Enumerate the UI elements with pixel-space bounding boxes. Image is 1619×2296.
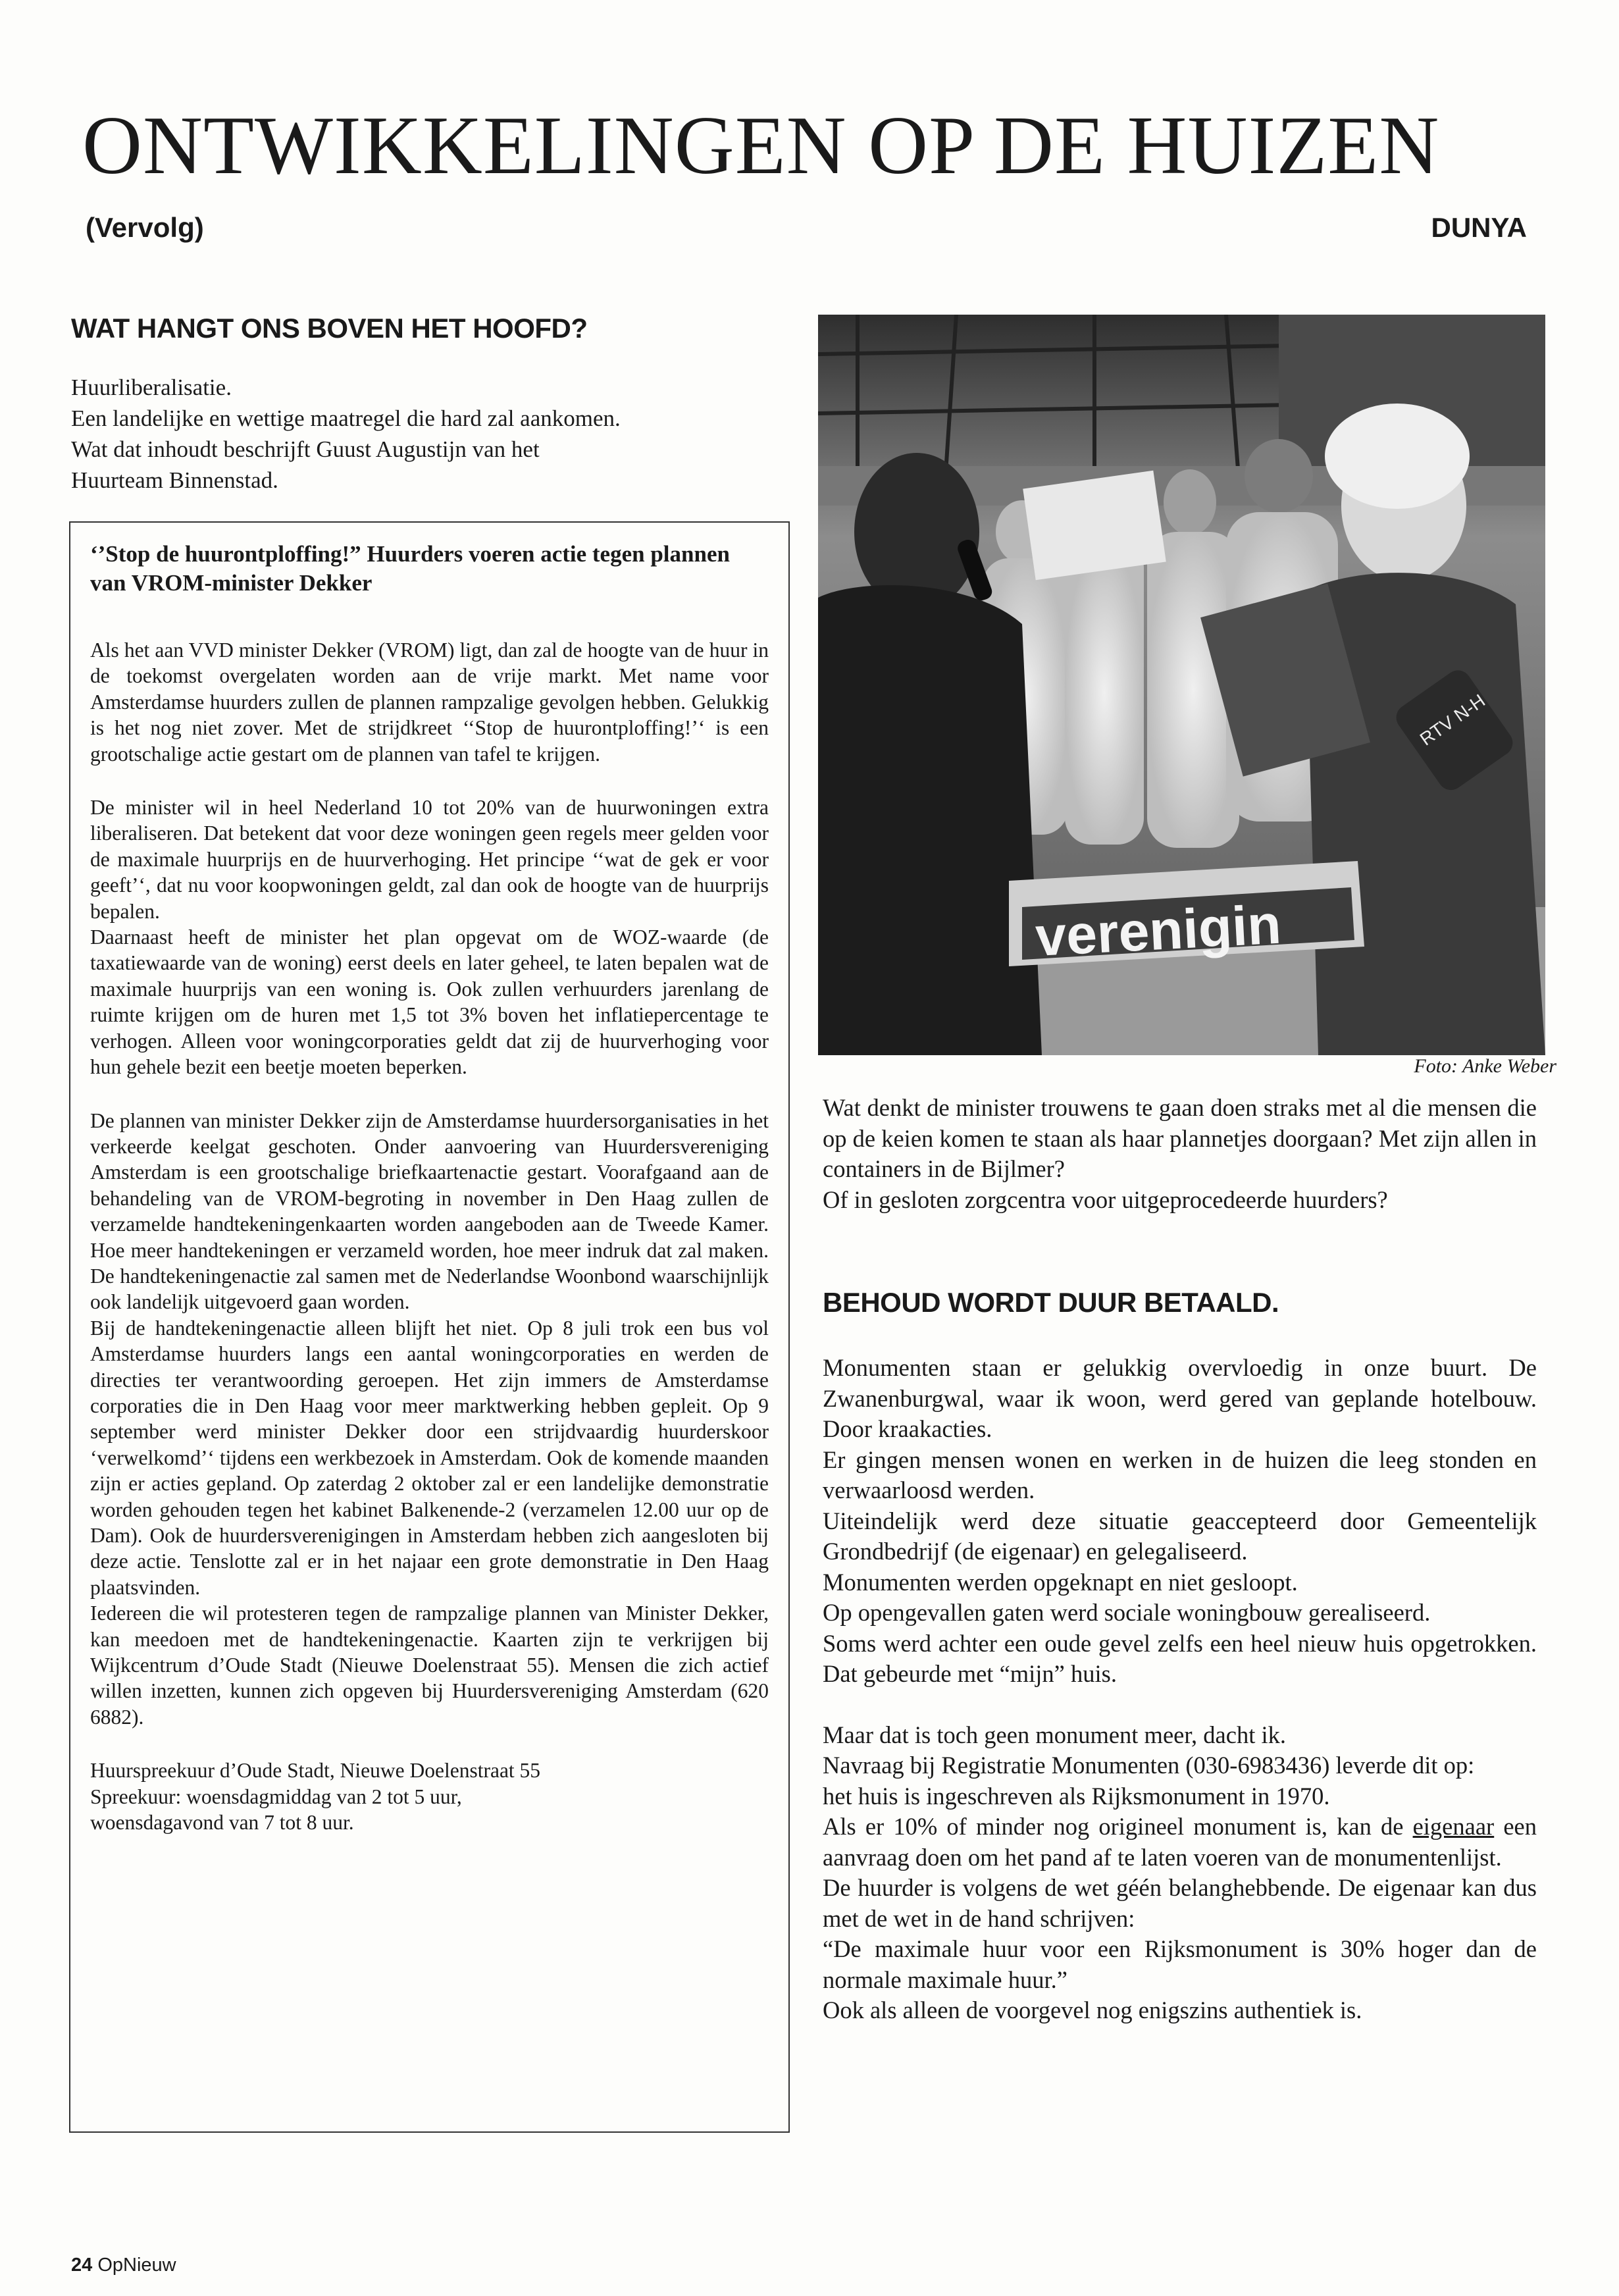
intro-line: Wat dat inhoudt beschrijft Guust Augustijn van het [71, 436, 540, 462]
section2-paragraph: Soms werd achter een oude gevel zelfs een heel nieuw huis opgetrokken. Dat gebeurde met “mijn” huis. [823, 1629, 1537, 1687]
intro-line: Een landelijke en wettige maatregel die hard zal aankomen. [71, 405, 621, 431]
section2-paragraph: Navraag bij Registratie Monumenten (030-6983436) leverde dit op: [823, 1752, 1475, 1779]
right-paragraph: Of in gesloten zorgcentra voor uitgeprocedeerde huurders? [823, 1186, 1388, 1213]
mic-label: RTV N-H [1416, 690, 1489, 750]
section2-paragraph: het huis is ingeschreven als Rijksmonument in 1970. [823, 1782, 1330, 1810]
page-number: 24 [71, 2255, 93, 2276]
article-box [69, 521, 790, 2133]
section2-text [823, 1353, 1537, 2026]
banner-text: verenigin [1034, 893, 1283, 968]
section2-paragraph: Monumenten werden opgeknapt en niet gesloopt. [823, 1568, 1298, 1596]
section-heading-2: BEHOUD WORDT DUUR BETAALD. [823, 1287, 1279, 1318]
continued-label: (Vervolg) [86, 212, 204, 243]
page-footer [71, 2255, 176, 2276]
text-span: een aanvraag doen om het pand af te laten voeren van de monumentenlijst. [823, 1813, 1537, 1871]
intro-line: Huurteam Binnenstad. [71, 467, 278, 493]
box-paragraph: De minister wil in heel Nederland 10 tot 20% van de huurwoningen extra liberaliseren. Dat betekent dat voor deze woningen geen regels meer gelden voor de maximale huurprijs en de huurverhoging. Het principe ‘‘wat de gek er voor geeft’‘, dat nu voor koopwoningen geldt, zal dan ook de hoogte van de huurprijs bepalen. [90, 796, 769, 923]
protest-photo [818, 315, 1545, 1055]
contact-line: woensdagavond van 7 tot 8 uur. [90, 1811, 354, 1835]
section2-paragraph: Op opengevallen gaten werd sociale woningbouw gerealiseerd. [823, 1599, 1431, 1626]
intro-text [71, 372, 756, 496]
section2-paragraph: Uiteindelijk werd deze situatie geaccepteerd door Gemeentelijk Grondbedrijf (de eigenaar) en gelegaliseerd. [823, 1507, 1537, 1565]
box-paragraph: Iedereen die wil protesteren tegen de rampzalige plannen van Minister Dekker, kan meedoen met de handtekeningenactie. Kaarten zijn te verkrijgen bij Wijkcentrum d’Oude Stadt (Nieuwe Doelenstraat 55). Mensen die zich actief willen inzetten, kunnen zich opgeven bij Huurdersvereniging Amsterdam (620 6882). [90, 1602, 769, 1729]
photo-credit: Foto: Anke Weber [1414, 1055, 1556, 1077]
section-heading-1: WAT HANGT ONS BOVEN HET HOOFD? [71, 313, 588, 344]
box-paragraph: Als het aan VVD minister Dekker (VROM) ligt, dan zal de hoogte van de huur in de toekomst overgelaten worden aan de vrije markt. Met name voor Amsterdamse huurders zullen de plannen rampzalige gevolgen hebben. Gelukkig is het nog niet zover. Met de strijdkreet ‘‘Stop de huurontploffing!’‘ is een grootschalige actie gestart om de plannen van tafel te krijgen. [90, 639, 769, 766]
section2-paragraph: Maar dat is toch geen monument meer, dacht ik. [823, 1721, 1286, 1748]
box-paragraph: Bij de handtekeningenactie alleen blijft het niet. Op 8 juli trok een bus vol Amsterdamse huurders langs een aantal woningcorporaties en werden de directies ter verantwoording geroepen. Het zijn immers de Amsterdamse corporaties die in Den Haag voor meer marktwerking hebben gepleit. Op 9 september werd minister Dekker door een strijdvaardig huurderskoor ‘verwelkomd’‘ tijdens een werkbezoek in Amsterdam. Ook de komende maanden zijn er acties gepland. Op zaterdag 2 oktober zal er een landelijke demonstratie worden gehouden tegen het kabinet Balkenende-2 (verzamelen 12.00 uur op de Dam). Ook de huurdersverenigingen in Amsterdam hebben zich aangesloten bij deze actie. Tenslotte zal er in het najaar een grote demonstratie in Den Haag plaatsvinden. [90, 1316, 769, 1599]
intro-line: Huurliberalisatie. [71, 375, 232, 400]
box-title: ‘’Stop de huurontploffing!” Huurders voeren actie tegen plannen van VROM-minister Dekker [90, 541, 730, 596]
author-name: DUNYA [1431, 212, 1527, 243]
magazine-name: OpNieuw [97, 2255, 176, 2276]
section2-paragraph [823, 1812, 1537, 1873]
section2-paragraph: “De maximale huur voor een Rijksmonument is 30% hoger dan de normale maximale huur.” [823, 1935, 1537, 1993]
right-column-text [823, 1093, 1537, 1215]
contact-line: Huurspreekuur d’Oude Stadt, Nieuwe Doelenstraat 55 [90, 1759, 541, 1783]
section2-paragraph: De huurder is volgens de wet géén belanghebbende. De eigenaar kan dus met de wet in de hand schrijven: [823, 1874, 1537, 1932]
box-paragraph: De plannen van minister Dekker zijn de Amsterdamse huurdersorganisaties in het verkeerde keelgat geschoten. Onder aanvoering van Huurdersvereniging Amsterdam is een grootschalige briefkaartenactie gestart. Voorafgaand aan de behandeling van de VROM-begroting in november in Den Haag zullen de verzamelde handtekeningenkaarten worden aangeboden aan de Tweede Kamer. Hoe meer handtekeningen er verzameld worden, hoe meer indruk dat zal maken. De handtekeningenactie zal samen met de Nederlandse Woonbond waarschijnlijk ook landelijk uitgevoerd gaan worden. [90, 1109, 769, 1314]
box-paragraph: Daarnaast heeft de minister het plan opgevat om de WOZ-waarde (de taxatiewaarde van de woning) eerst deels en later geheel, te laten bepalen wat de maximale huurprijs van een woning is. Ook zullen verhuurders jarenlang de ruimte krijgen om de huren met 1,5 tot 3% boven het inflatiepercentage te verhogen. Alleen voor woningcorporaties geldt dat zij de huurverhoging voor hun gehele bezit een beetje moeten beperken. [90, 926, 769, 1079]
right-paragraph: Wat denkt de minister trouwens te gaan doen straks met al die mensen die op de keien komen te staan als haar plannetjes doorgaan? Met zijn allen in containers in de Bijlmer? [823, 1094, 1537, 1182]
section2-paragraph: Er gingen mensen wonen en werken in de huizen die leeg stonden en verwaarloosd werden. [823, 1446, 1537, 1503]
page-headline: ONTWIKKELINGEN OP DE HUIZEN [82, 100, 1440, 192]
contact-line: Spreekuur: woensdagmiddag van 2 tot 5 uur, [90, 1785, 462, 1808]
text-span: Als er 10% of minder nog origineel monument is, kan de [823, 1813, 1413, 1840]
underlined-word: eigenaar [1412, 1813, 1495, 1840]
section2-paragraph: Ook als alleen de voorgevel nog enigszins authentiek is. [823, 1996, 1362, 2023]
section2-paragraph: Monumenten staan er gelukkig overvloedig in onze buurt. De Zwanenburgwal, waar ik woon, werd gered van geplande hotelbouw. Door kraakacties. [823, 1354, 1537, 1442]
